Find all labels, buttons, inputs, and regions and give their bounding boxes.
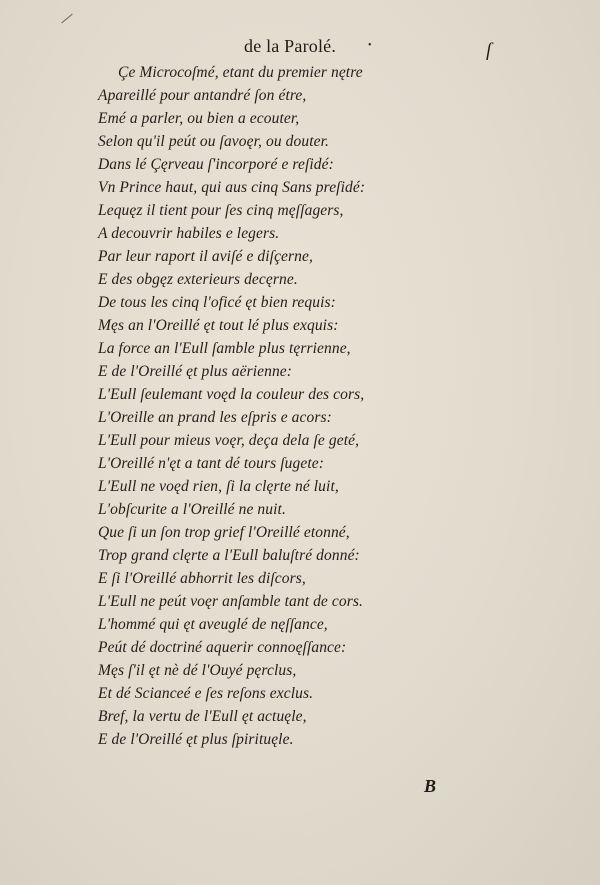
verse-line: E de l'Oreillé ęt plus aërienne:: [98, 363, 293, 380]
verse-line: L'Oreille an prand les eſpris e acors:: [98, 409, 332, 426]
verse-line: Męs ſ'il ęt nè dé l'Ouyé pęrclus,: [98, 662, 297, 679]
verse-line: L'Oreillé n'ęt a tant dé tours ſugete:: [98, 455, 324, 472]
verse-line: L'hommé qui ęt aveuglé de nęſſance,: [98, 616, 328, 633]
verse-line: L'Eull pour mieus voęr, deça dela ſe geté,: [98, 432, 360, 449]
verse-line: L'Eull ſeulemant voęd la couleur des cors,: [98, 386, 365, 403]
running-head: [0, 36, 600, 62]
verse-line: Çe Microcoſmé, etant du premier nętre: [118, 64, 363, 81]
margin-mark: [61, 14, 72, 24]
running-title: de la Parolé.: [244, 36, 337, 56]
verse-line: A decouvrir habiles e legers.: [98, 225, 280, 242]
verse-line: E de l'Oreillé ęt plus ſpirituęle.: [98, 731, 294, 748]
verse-line: De tous les cinq l'oficé ęt bien requis:: [98, 294, 336, 311]
verse-line: Et dé Scianceé e ſes reſons exclus.: [98, 685, 314, 702]
verse-line: Dans lé Çęrveau ſ'incorporé e reſidé:: [98, 156, 334, 173]
verse-line: Bref, la vertu de l'Eull ęt actuęle,: [98, 708, 307, 725]
verse-line: Trop grand clęrte a l'Eull baluſtré donné:: [98, 547, 360, 564]
verse-line: Apareillé pour antandré ſon étre,: [98, 87, 307, 104]
signature-mark: B: [424, 776, 437, 796]
verse-line: Peút dé doctriné aquerir connoęſſance:: [98, 639, 347, 656]
verse-line: E ſi l'Oreillé abhorrit les diſcors,: [98, 570, 306, 587]
verse-line: Męs an l'Oreillé ęt tout lé plus exquis:: [98, 317, 339, 334]
ornament-dot: •: [368, 40, 372, 51]
verse-line: Selon qu'il peút ou ſavoęr, ou douter.: [98, 133, 329, 150]
verse-line: L'Eull ne peút voęr anſamble tant de cors.: [98, 593, 363, 610]
verse-line: E des obgęz exterieurs decęrne.: [98, 271, 298, 288]
verse-line: Vn Prince haut, qui aus cinq Sans preſidé:: [98, 179, 366, 196]
verse-line: La force an l'Eull ſamble plus tęrrienne,: [98, 340, 351, 357]
verse-line: Lequęz il tient pour ſes cinq męſſagers,: [98, 202, 344, 219]
verse-line: Emé a parler, ou bien a ecouter,: [98, 110, 300, 127]
folio-mark: ſ: [486, 40, 492, 61]
verse-line: Que ſi un ſon trop grief l'Oreillé etonné,: [98, 524, 350, 541]
verse-line: L'Eull ne voęd rien, ſi la clęrte né luit,: [98, 478, 339, 495]
verse-line: Par leur raport il aviſé e diſçerne,: [98, 248, 313, 265]
verse-line: L'obſcurite a l'Oreillé ne nuit.: [98, 501, 286, 518]
